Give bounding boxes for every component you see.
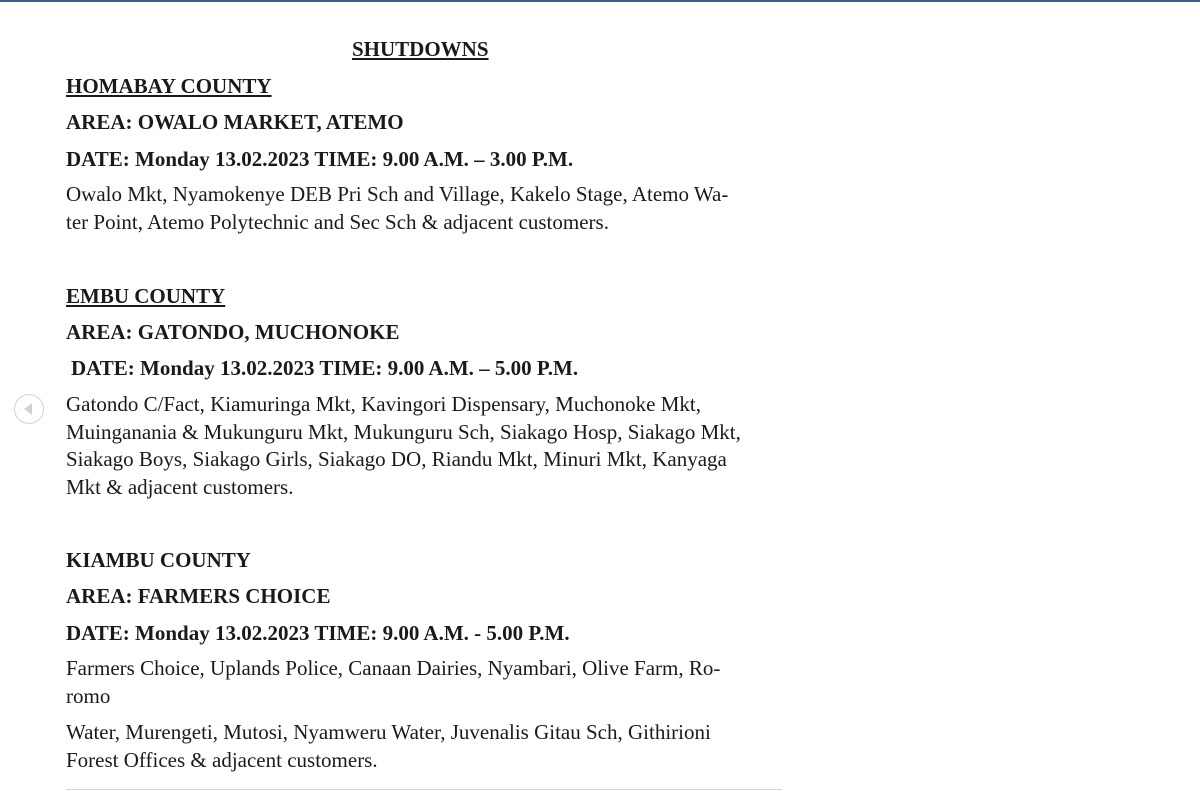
affected-areas-kiambu — [66, 655, 786, 710]
previous-slide-button[interactable] — [14, 394, 44, 424]
text-line: Mkt & adjacent customers. — [66, 474, 294, 499]
affected-areas-homabay — [66, 181, 786, 236]
text-line: ter Point, Atemo Polytechnic and Sec Sch & adjacent customers. — [66, 209, 609, 234]
text-line: Siakago Boys, Siakago Girls, Siakago DO, Riandu Mkt, Minuri Mkt, Kanyaga — [66, 447, 727, 471]
date-line-embu: DATE: Monday 13.02.2023 TIME: 9.00 A.M. – 5.00 P.M. — [71, 356, 579, 380]
area-line-homabay: AREA: OWALO MARKET, ATEMO — [66, 110, 404, 134]
text-line: Water, Murengeti, Mutosi, Nyamweru Water, Juvenalis Gitau Sch, Githirioni — [66, 720, 711, 744]
county-heading-kiambu: KIAMBU COUNTY — [66, 548, 251, 572]
top-border — [0, 0, 1200, 2]
date-line-homabay: DATE: Monday 13.02.2023 TIME: 9.00 A.M. – 3.00 P.M. — [66, 147, 574, 171]
text-line: Muinganania & Mukunguru Mkt, Mukunguru Sch, Siakago Hosp, Siakago Mkt, — [66, 419, 741, 444]
county-heading-embu: EMBU COUNTY — [66, 284, 226, 308]
area-line-kiambu: AREA: FARMERS CHOICE — [66, 584, 331, 608]
affected-areas-embu — [66, 391, 786, 501]
text-line: Farmers Choice, Uplands Police, Canaan Dairies, Nyambari, Olive Farm, Ro- — [66, 656, 721, 680]
document-title: SHUTDOWNS — [352, 37, 489, 61]
affected-areas-kiambu-continued — [66, 719, 786, 774]
date-line-kiambu: DATE: Monday 13.02.2023 TIME: 9.00 A.M. - 5.00 P.M. — [66, 621, 570, 645]
text-line: Owalo Mkt, Nyamokenye DEB Pri Sch and Village, Kakelo Stage, Atemo Wa- — [66, 182, 729, 206]
chevron-left-icon — [24, 403, 32, 415]
page-divider — [66, 789, 782, 790]
text-line: Gatondo C/Fact, Kiamuringa Mkt, Kavingori Dispensary, Muchonoke Mkt, — [66, 392, 701, 416]
text-line: romo — [66, 683, 111, 708]
county-heading-homabay: HOMABAY COUNTY — [66, 74, 272, 98]
text-line: Forest Offices & adjacent customers. — [66, 747, 378, 772]
area-line-embu: AREA: GATONDO, MUCHONOKE — [66, 320, 400, 344]
